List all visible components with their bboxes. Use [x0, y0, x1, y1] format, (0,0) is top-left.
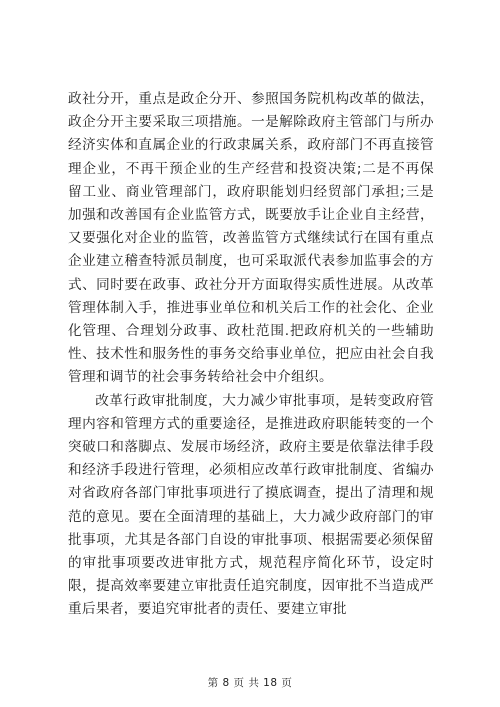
page-number-footer: 第 8 页 共 18 页 [207, 677, 293, 689]
paragraph-2: 改革行政审批制度，大力减少审批事项，是转变政府管理内容和管理方式的重要途径，是推进政府职能转变的一个突破口和落脚点、发展市场经济，政府主要是依靠法律手段和经济手段进行管理，必须相应改革行政审批制度、省编办对省政府各部门审批事项进行了摸底调查，提出了清理和规范的意见。要在全面清理的基础上，大力减少政府部门的审批事项，尤其是各部门自设的审批事项、根据需要必须保留的审批事项要改进审批方式，规范程序简化环节，设定时限，提高效率要建立审批责任追究制度，因审批不当造成严重后果者，要追究审批者的责任、要建立审批 [68, 392, 434, 618]
document-body [68, 88, 434, 622]
paragraph-1: 政社分开，重点是政企分开、参照国务院机构改革的做法，政企分开主要采取三项措施。一是解除政府主管部门与所办经济实体和直属企业的行政隶属关系，政府部门不再直接管理企业，不再干预企业的生产经营和投资决策;二是不再保留工业、商业管理部门，政府职能划归经贸部门承担;三是加强和改善国有企业监管方式，既要放手让企业自主经营，又要强化对企业的监管，改善监管方式继续试行在国有重点企业建立稽查特派员制度，也可采取派代表参加监事会的方式、同时要在政事、政社分开方面取得实质性进展。从改革管理体制入手，推进事业单位和机关后工作的社会化、企业化管理、合理划分政事、政杜范围.把政府机关的一些辅助性、技术性和服务性的事务交给事业单位，把应由社会自我管理和调节的社会事务转给社会中介组织。 [68, 91, 434, 386]
